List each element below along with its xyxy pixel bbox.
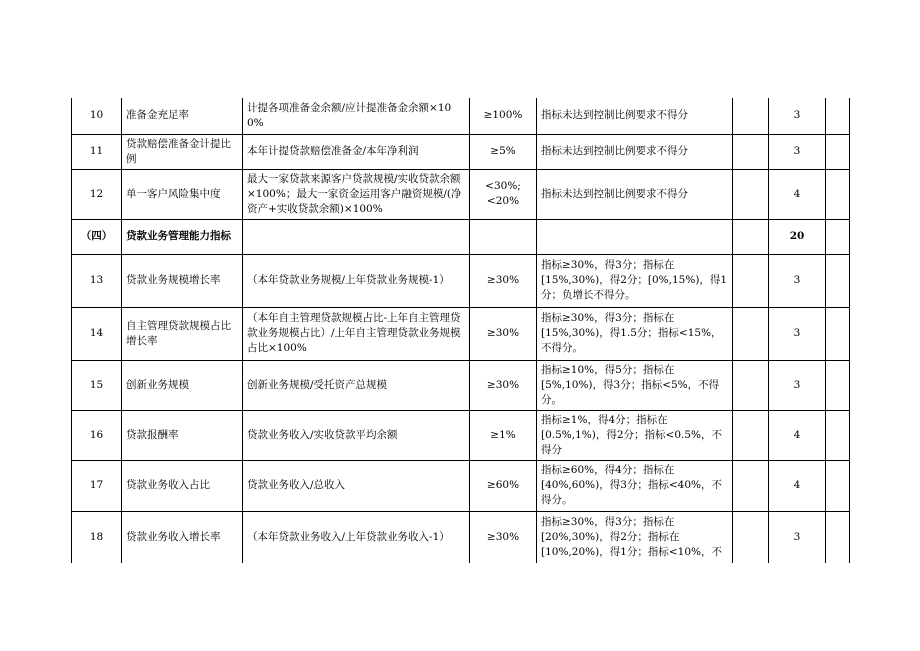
indicator-name: 贷款业务规模增长率 — [122, 254, 243, 307]
scoring-rule: 指标≥30%，得3分；指标在[20%,30%)，得2分；指标在[10%,20%)，得1分；指标<10%，不 — [537, 511, 733, 563]
section-number: （四） — [72, 219, 122, 254]
indicator-formula: 贷款业务收入/总收入 — [243, 460, 470, 511]
section-row — [72, 219, 850, 254]
table-row — [72, 169, 850, 219]
table-row — [72, 254, 850, 307]
blank-cell — [733, 134, 769, 169]
indicator-formula: 最大一家贷款来源客户贷款规模/实收贷款余额×100%；最大一家资金运用客户融资规模/(净资产+实收贷款余额)×100% — [243, 169, 470, 219]
indicator-name: 准备金充足率 — [122, 98, 243, 134]
indicator-name: 单一客户风险集中度 — [122, 169, 243, 219]
blank-cell — [733, 169, 769, 219]
row-number: 10 — [72, 98, 122, 134]
blank-cell — [826, 360, 850, 410]
indicator-target: ≥1% — [470, 410, 537, 460]
blank-cell — [733, 307, 769, 360]
table-row — [72, 460, 850, 511]
indicator-target: ≥5% — [470, 134, 537, 169]
indicator-target: ≥60% — [470, 460, 537, 511]
blank-cell — [733, 410, 769, 460]
indicator-name: 贷款赔偿准备金计提比例 — [122, 134, 243, 169]
row-number: 17 — [72, 460, 122, 511]
row-number: 14 — [72, 307, 122, 360]
indicator-target: ≥30% — [470, 511, 537, 563]
blank-cell — [826, 169, 850, 219]
blank-cell — [733, 254, 769, 307]
table-row — [72, 134, 850, 169]
blank-cell — [733, 98, 769, 134]
indicator-score: 4 — [769, 410, 826, 460]
indicator-formula: 创新业务规模/受托资产总规模 — [243, 360, 470, 410]
indicator-target: ≥100% — [470, 98, 537, 134]
indicator-target: ≥30% — [470, 360, 537, 410]
scoring-rule: 指标≥30%，得3分；指标在[15%,30%)，得2分；[0%,15%)，得1分；负增长不得分。 — [537, 254, 733, 307]
indicator-score: 3 — [769, 307, 826, 360]
indicator-table — [71, 98, 850, 563]
indicator-target: ≥30% — [470, 307, 537, 360]
row-number: 12 — [72, 169, 122, 219]
indicator-name: 贷款业务收入增长率 — [122, 511, 243, 563]
blank-cell — [470, 219, 537, 254]
table-row — [72, 410, 850, 460]
blank-cell — [733, 460, 769, 511]
table-row — [72, 98, 850, 134]
scoring-rule: 指标≥60%，得4分；指标在[40%,60%)，得3分；指标<40%，不得分。 — [537, 460, 733, 511]
blank-cell — [826, 219, 850, 254]
indicator-name: 贷款业务收入占比 — [122, 460, 243, 511]
blank-cell — [826, 410, 850, 460]
blank-cell — [537, 219, 733, 254]
scoring-rule: 指标≥1%，得4分；指标在[0.5%,1%)，得2分；指标<0.5%，不得分 — [537, 410, 733, 460]
row-number: 11 — [72, 134, 122, 169]
indicator-formula: 计提各项准备金余额/应计提准备金余额×100% — [243, 98, 470, 134]
section-score: 20 — [769, 219, 826, 254]
indicator-score: 3 — [769, 98, 826, 134]
blank-cell — [733, 511, 769, 563]
indicator-score: 3 — [769, 134, 826, 169]
indicator-name: 贷款报酬率 — [122, 410, 243, 460]
row-number: 16 — [72, 410, 122, 460]
table-row — [72, 511, 850, 563]
blank-cell — [733, 219, 769, 254]
section-title: 贷款业务管理能力指标 — [122, 219, 243, 254]
scoring-rule: 指标未达到控制比例要求不得分 — [537, 134, 733, 169]
blank-cell — [243, 219, 470, 254]
scoring-rule: 指标≥30%，得3分；指标在[15%,30%)，得1.5分；指标<15%，不得分。 — [537, 307, 733, 360]
row-number: 15 — [72, 360, 122, 410]
indicator-formula: （本年贷款业务规模/上年贷款业务规模-1） — [243, 254, 470, 307]
blank-cell — [733, 360, 769, 410]
indicator-score: 3 — [769, 511, 826, 563]
blank-cell — [826, 134, 850, 169]
blank-cell — [826, 307, 850, 360]
indicator-name: 创新业务规模 — [122, 360, 243, 410]
indicator-score: 3 — [769, 254, 826, 307]
indicator-formula: （本年自主管理贷款规模占比-上年自主管理贷款业务规模占比）/上年自主管理贷款业务规模占比×100% — [243, 307, 470, 360]
table-row — [72, 307, 850, 360]
blank-cell — [826, 511, 850, 563]
indicator-formula: （本年贷款业务收入/上年贷款业务收入-1） — [243, 511, 470, 563]
indicator-target: ≥30% — [470, 254, 537, 307]
indicator-formula: 本年计提贷款赔偿准备金/本年净利润 — [243, 134, 470, 169]
indicator-target: <30%; <20% — [470, 169, 537, 219]
indicator-score: 3 — [769, 360, 826, 410]
indicator-formula: 贷款业务收入/实收贷款平均余额 — [243, 410, 470, 460]
scoring-rule: 指标≥10%，得5分；指标在[5%,10%)，得3分；指标<5%，不得分。 — [537, 360, 733, 410]
row-number: 13 — [72, 254, 122, 307]
indicator-score: 4 — [769, 460, 826, 511]
indicator-score: 4 — [769, 169, 826, 219]
row-number: 18 — [72, 511, 122, 563]
indicator-name: 自主管理贷款规模占比增长率 — [122, 307, 243, 360]
scoring-rule: 指标未达到控制比例要求不得分 — [537, 98, 733, 134]
blank-cell — [826, 98, 850, 134]
blank-cell — [826, 254, 850, 307]
table-row — [72, 360, 850, 410]
blank-cell — [826, 460, 850, 511]
scoring-rule: 指标未达到控制比例要求不得分 — [537, 169, 733, 219]
